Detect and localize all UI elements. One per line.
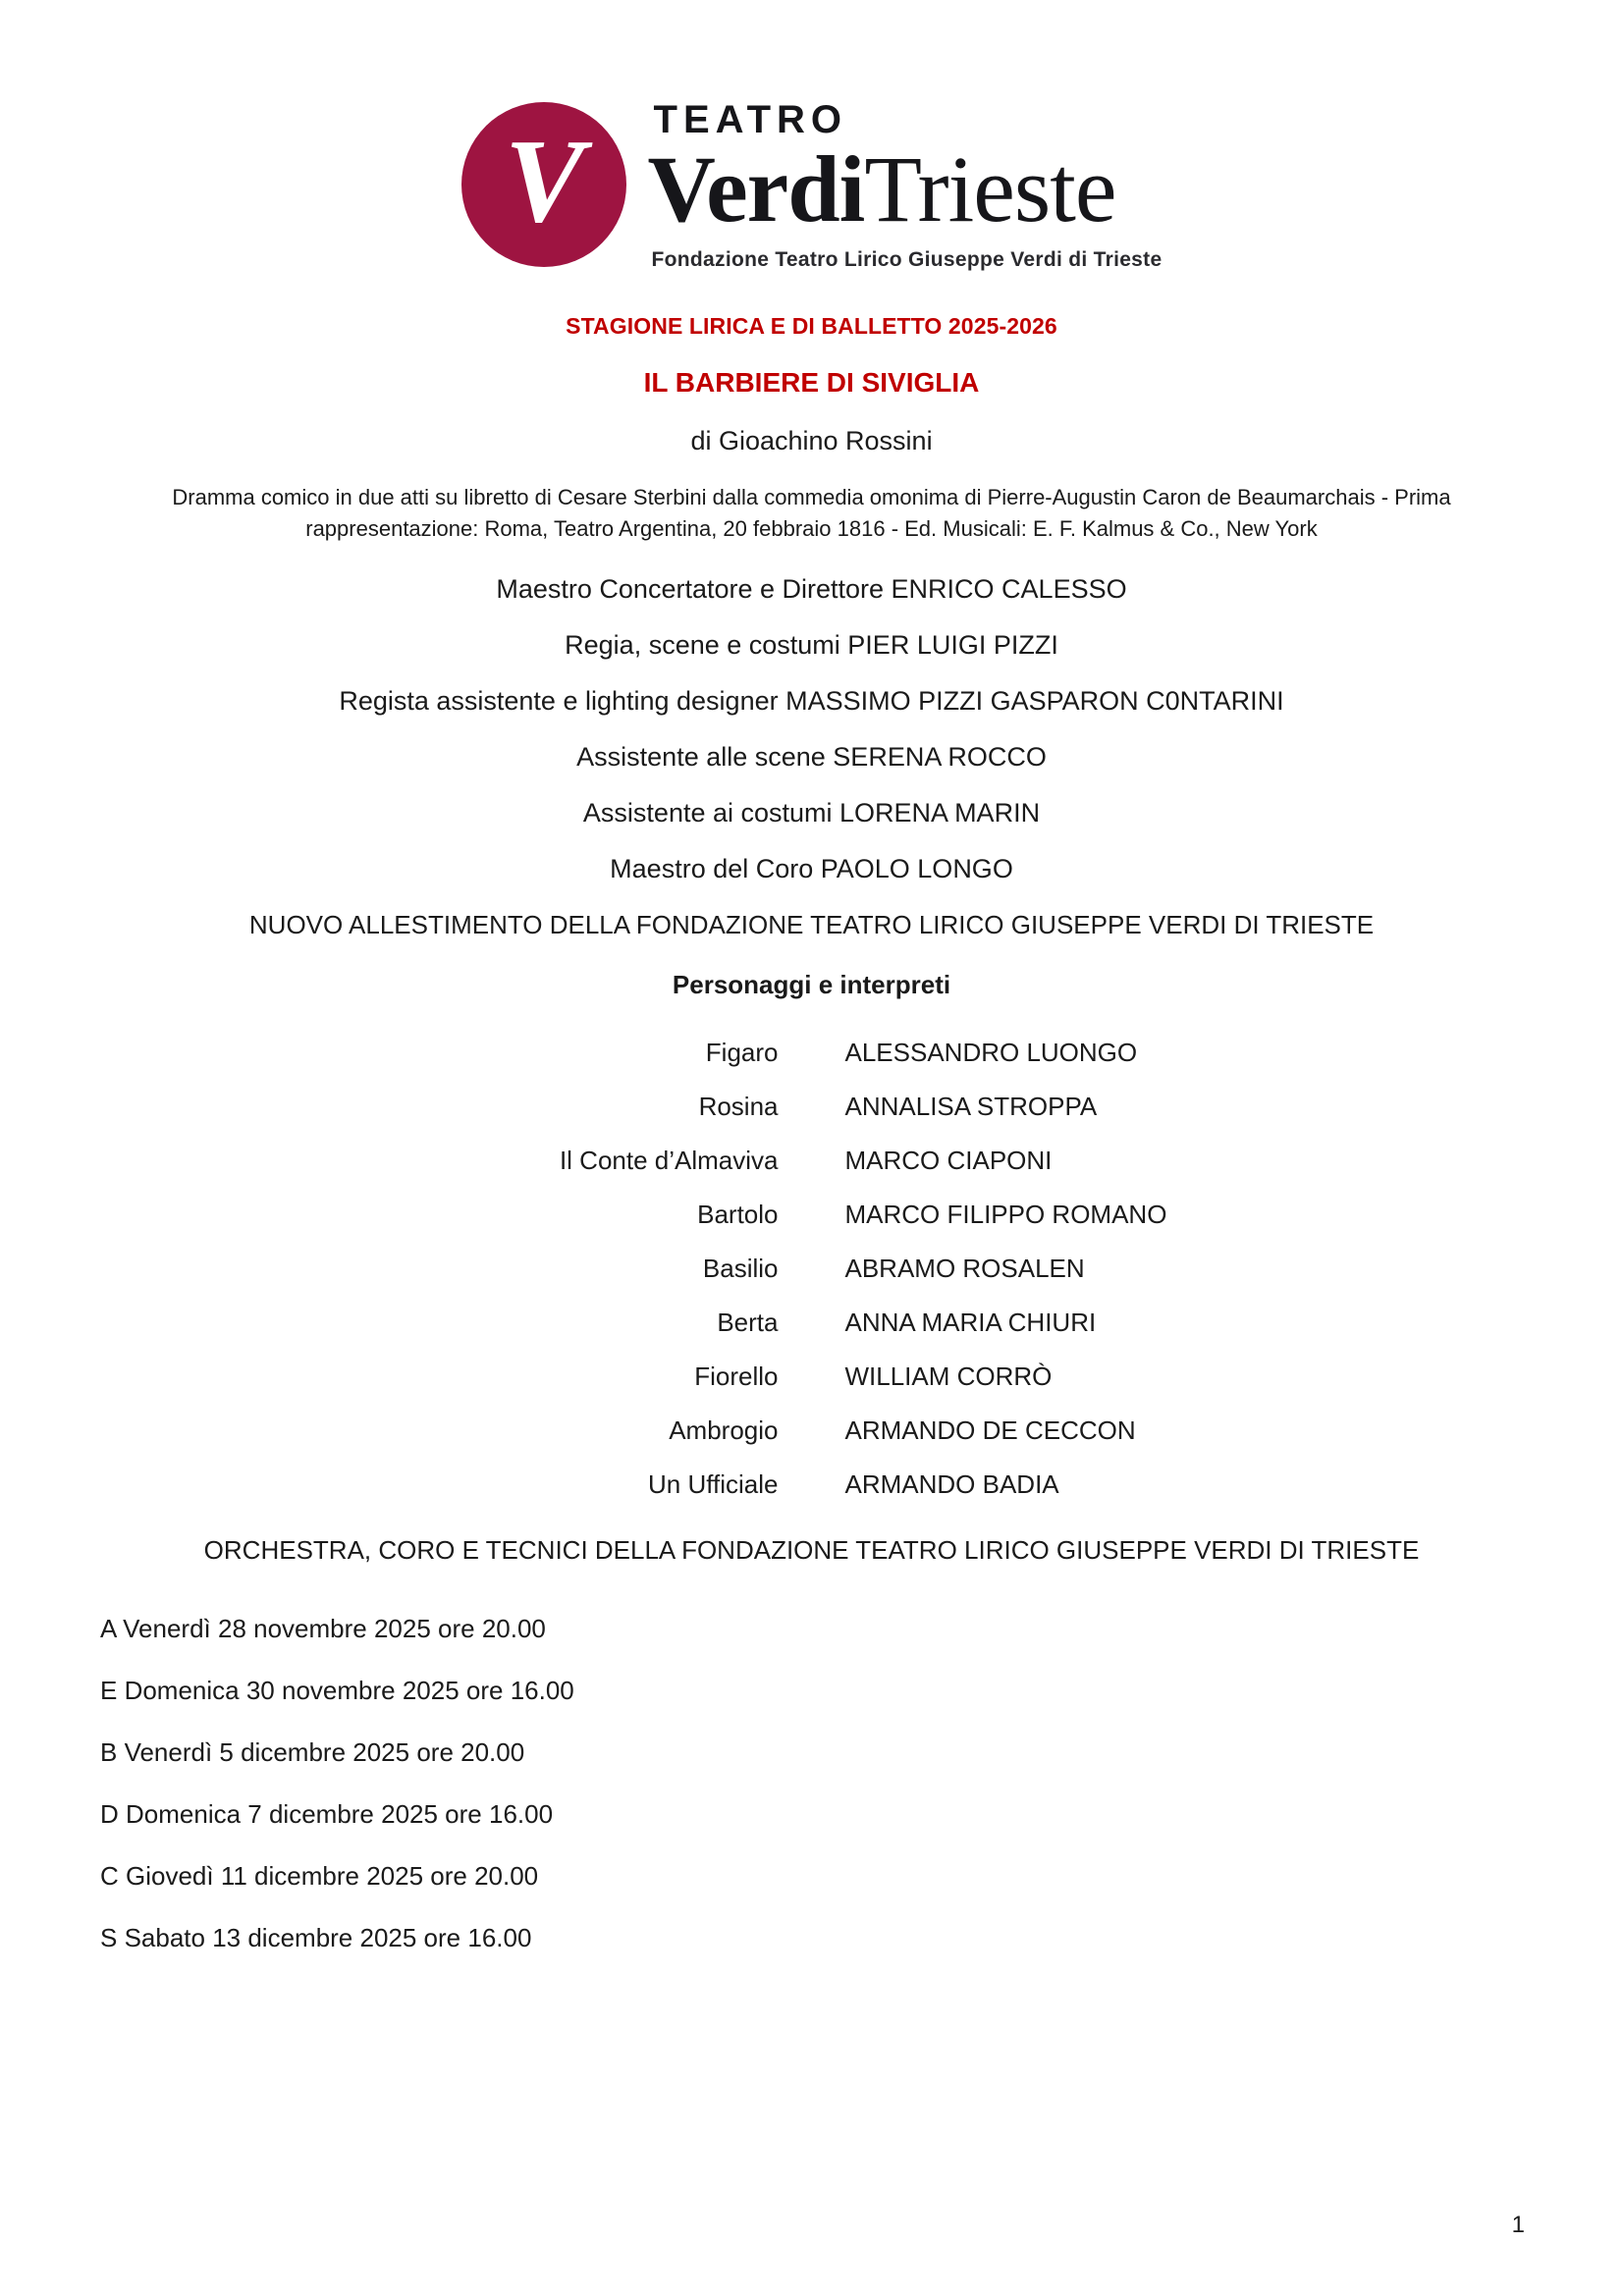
credit-chorus-master: Maestro del Coro PAOLO LONGO bbox=[610, 853, 1013, 883]
new-production-note: NUOVO ALLESTIMENTO DELLA FONDAZIONE TEATRO LIRICO GIUSEPPE VERDI DI TRIESTE bbox=[248, 909, 1375, 939]
cast-role: Basilio bbox=[702, 1253, 779, 1283]
table-row bbox=[98, 1404, 1525, 1458]
cast-heading: Personaggi e interpreti bbox=[672, 969, 951, 999]
table-row bbox=[98, 1188, 1525, 1242]
cast-performer: ANNALISA STROPPA bbox=[844, 1091, 1098, 1121]
credit-costume-assistant: Assistente ai costumi LORENA MARIN bbox=[582, 797, 1041, 828]
cast-role: Un Ufficiale bbox=[648, 1468, 779, 1499]
cast-performer: ARMANDO BADIA bbox=[844, 1468, 1059, 1499]
cast-performer: MARCO CIAPONI bbox=[844, 1145, 1053, 1175]
cast-performer: WILLIAM CORRÒ bbox=[844, 1361, 1053, 1391]
performance-dates bbox=[98, 1614, 1525, 1953]
cast-role: Berta bbox=[717, 1307, 779, 1337]
cast-performer: ALESSANDRO LUONGO bbox=[844, 1037, 1138, 1067]
credit-assistant-director: Regista assistente e lighting designer MASSIMO PIZZI GASPARON C0NTARINI bbox=[339, 685, 1284, 716]
composer-line: di Gioachino Rossini bbox=[690, 425, 933, 455]
list-item: S Sabato 13 dicembre 2025 ore 16.00 bbox=[100, 1922, 532, 1952]
cast-role: Il Conte d’Almaviva bbox=[559, 1145, 779, 1175]
logo-verdi-text: Verdi bbox=[647, 136, 865, 241]
credit-director: Regia, scene e costumi PIER LUIGI PIZZI bbox=[565, 629, 1058, 660]
list-item: D Domenica 7 dicembre 2025 ore 16.00 bbox=[100, 1798, 554, 1829]
cast-performer: ARMANDO DE CECCON bbox=[844, 1415, 1136, 1445]
table-row bbox=[98, 1350, 1525, 1404]
table-row bbox=[98, 1296, 1525, 1350]
table-row bbox=[98, 1134, 1525, 1188]
list-item: A Venerdì 28 novembre 2025 ore 20.00 bbox=[100, 1613, 546, 1643]
list-item: B Venerdì 5 dicembre 2025 ore 20.00 bbox=[100, 1736, 525, 1767]
logo-v-letter: V bbox=[504, 115, 583, 248]
logo-foundation-text: Fondazione Teatro Lirico Giuseppe Verdi di Trieste bbox=[651, 247, 1163, 271]
credit-conductor: Maestro Concertatore e Direttore ENRICO CALESSO bbox=[496, 573, 1127, 604]
cast-role: Ambrogio bbox=[669, 1415, 779, 1445]
list-item: E Domenica 30 novembre 2025 ore 16.00 bbox=[100, 1675, 574, 1705]
page-number: 1 bbox=[1511, 2212, 1525, 2238]
logo-teatro-text: TEATRO bbox=[653, 98, 848, 141]
cast-role: Fiorello bbox=[694, 1361, 779, 1391]
cast-role: Figaro bbox=[705, 1037, 779, 1067]
logo-circle-icon bbox=[461, 102, 626, 267]
logo-trieste-text: Trieste bbox=[864, 136, 1116, 241]
cast-table bbox=[98, 1026, 1525, 1512]
season-heading: STAGIONE LIRICA E DI BALLETTO 2025-2026 bbox=[566, 312, 1057, 339]
cast-performer: ABRAMO ROSALEN bbox=[844, 1253, 1085, 1283]
credit-set-assistant: Assistente alle scene SERENA ROCCO bbox=[576, 741, 1047, 772]
table-row bbox=[98, 1026, 1525, 1080]
ensemble-note: ORCHESTRA, CORO E TECNICI DELLA FONDAZIONE TEATRO LIRICO GIUSEPPE VERDI DI TRIESTE bbox=[203, 1534, 1420, 1565]
logo-wordmark bbox=[648, 100, 1163, 270]
opera-title: IL BARBIERE DI SIVIGLIA bbox=[643, 366, 980, 398]
cast-role: Rosina bbox=[698, 1091, 779, 1121]
list-item: C Giovedì 11 dicembre 2025 ore 20.00 bbox=[100, 1860, 539, 1891]
table-row bbox=[98, 1458, 1525, 1512]
table-row bbox=[98, 1080, 1525, 1134]
cast-role: Bartolo bbox=[697, 1199, 779, 1229]
logo-name-text bbox=[647, 136, 1116, 241]
table-row bbox=[98, 1242, 1525, 1296]
opera-description: Dramma comico in due atti su libretto di Cesare Sterbini dalla commedia omonima di Pierre-Augustin Caron de Beaumarchais - Prima rappresentazione: Roma, Teatro Argentina, 20 febbraio 1816 - Ed. Musicali: E. F. Kalmus & Co., New York bbox=[172, 484, 1451, 541]
theatre-logo bbox=[98, 100, 1525, 270]
cast-performer: ANNA MARIA CHIURI bbox=[844, 1307, 1097, 1337]
cast-performer: MARCO FILIPPO ROMANO bbox=[844, 1199, 1167, 1229]
